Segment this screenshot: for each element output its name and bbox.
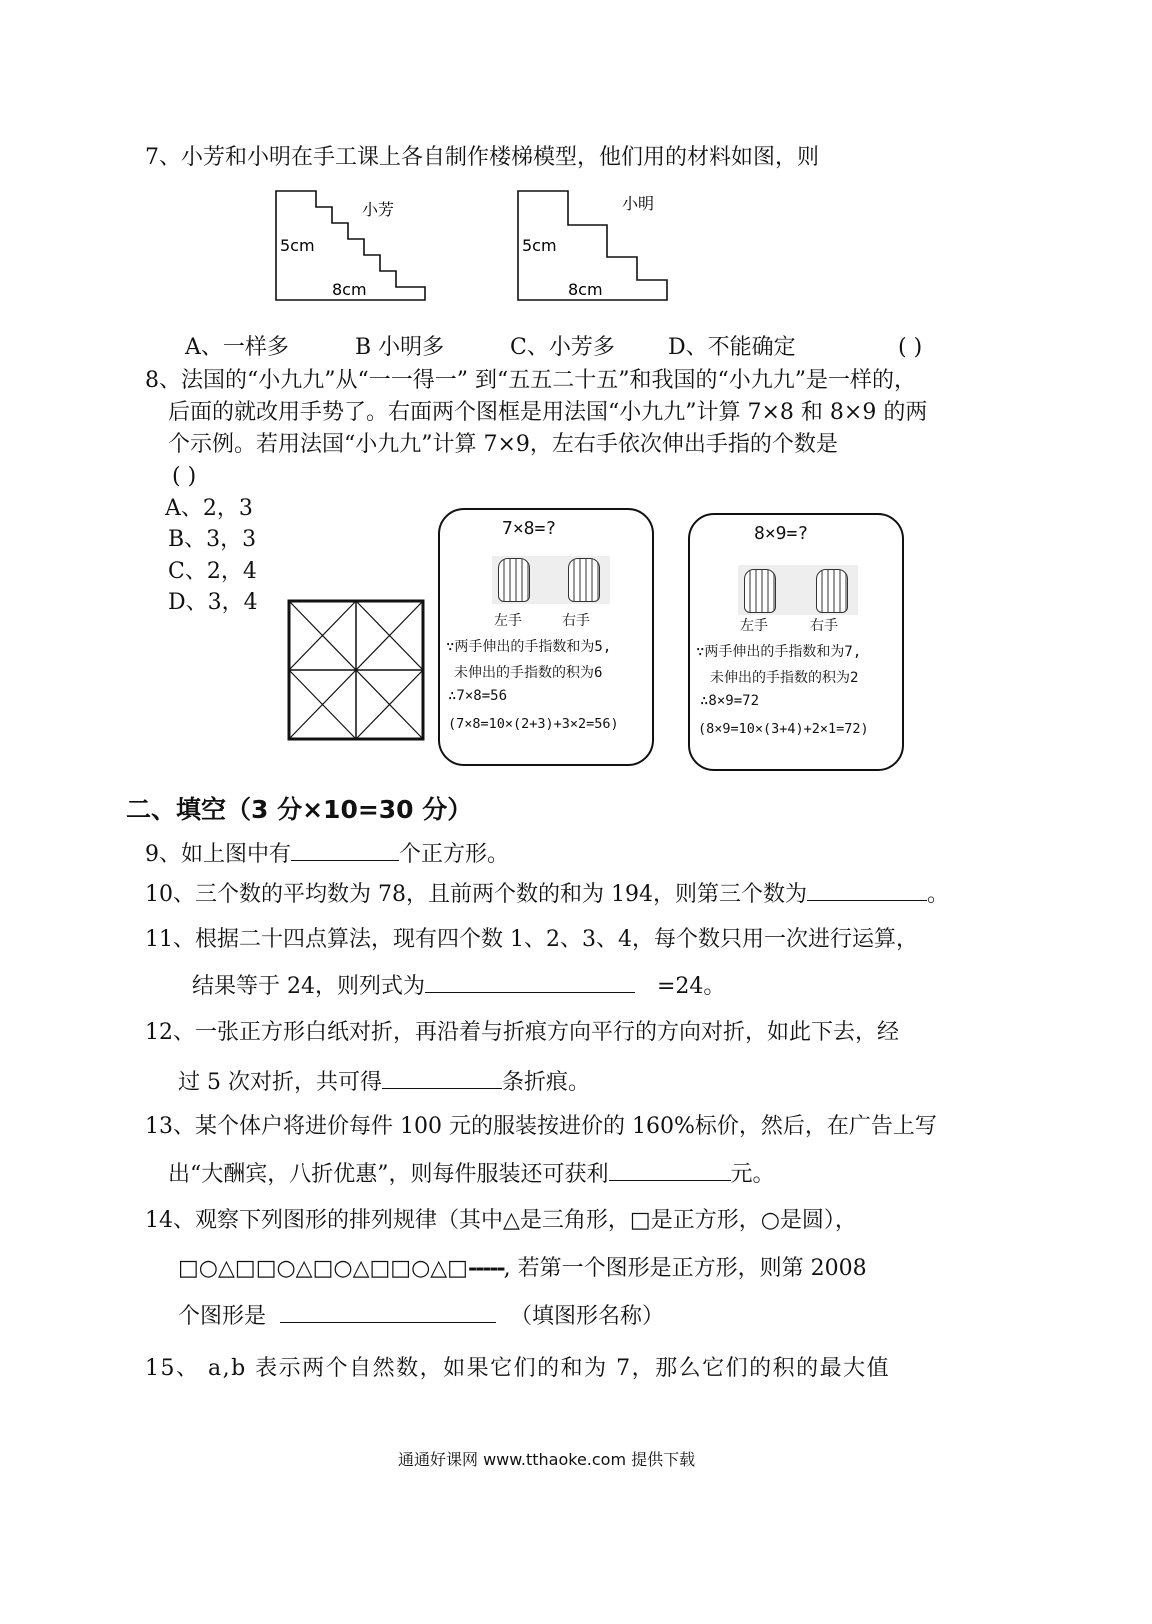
q10-blank[interactable] [807,878,927,901]
example-card-7x8 [438,508,654,766]
q9-text-end: 个正方形。 [399,842,510,867]
q14-line1: 14、观察下列图形的排列规律（其中△是三角形，□是正方形，○是圆）， [145,1208,857,1233]
example-card-8x9 [688,513,904,771]
stair-figure-xiaoming [512,185,682,310]
q13-text: 出“大酬宾，八折优惠”，则每件服装还可获利 [168,1162,609,1187]
right-hand-icon [568,558,600,602]
card2-title: 8×9=? [754,523,809,544]
q11-blank[interactable] [425,970,635,993]
card1-line2: 未伸出的手指数的积为6 [454,665,603,681]
left-hand-icon [498,558,530,602]
card1-title: 7×8=? [502,518,557,539]
left-hand-icon [744,569,776,613]
q10-text: 10、三个数的平均数为 78，且前两个数的和为 194，则第三个数为 [145,882,807,907]
q14-blank[interactable] [280,1300,496,1323]
q11-line1: 11、根据二十四点算法，现有四个数 1、2、3、4，每个数只用一次进行运算， [145,927,918,952]
q12 [178,1066,590,1098]
q13 [168,1158,775,1190]
xiaofang-width-label: 8cm [332,280,367,299]
card1-right-hand-label: 右手 [562,613,590,629]
q12-text: 过 5 次对折，共可得 [178,1070,382,1095]
q14-dashes: ----- [467,1255,504,1281]
q11-text-end: =24。 [657,974,726,999]
q8-option-a: A、2，3 [165,496,253,521]
q10-text-end: 。 [926,882,949,907]
q14-text: 个图形是 [178,1304,267,1329]
right-hand-icon [816,569,848,613]
card2-right-hand-label: 右手 [810,618,838,634]
xiaofang-label: 小芳 [362,200,395,219]
square-grid-figure [286,598,426,743]
q14 [178,1300,664,1332]
q7-option-c: C、小芳多 [510,335,615,360]
xiaoming-width-label: 8cm [568,280,603,299]
card1-line1: ∵两手伸出的手指数和为5, [446,639,612,655]
q7-option-a: A、一样多 [185,335,289,360]
q8-option-d: D、3，4 [168,590,258,615]
q7-option-d: D、不能确定 [668,335,796,360]
q15-line1: 15、 a,b 表示两个自然数，如果它们的和为 7，那么它们的积的最大值 [145,1356,891,1381]
q12-blank[interactable] [382,1066,502,1089]
q11 [192,970,725,1002]
q13-text-end: 元。 [730,1162,775,1187]
stair-figure-xiaofang [270,185,440,310]
q7-answer-paren: ( ) [898,335,923,360]
q9-text: 9、如上图中有 [145,842,291,867]
q12-line1: 12、一张正方形白纸对折，再沿着与折痕方向平行的方向对折，如此下去，经 [145,1020,899,1045]
card2-left-hand-label: 左手 [740,618,768,634]
q12-text-end: 条折痕。 [501,1070,590,1095]
q10 [145,878,949,910]
card1-line4: (7×8=10×(2+3)+3×2=56) [448,716,619,732]
q13-blank[interactable] [609,1158,731,1181]
q7-text: 7、小芳和小明在手工课上各自制作楼梯模型，他们用的材料如图，则 [145,145,819,170]
xiaoming-height-label: 5cm [522,236,557,255]
page-footer: 通通好课网 www.tthaoke.com 提供下载 [398,1450,696,1469]
q14-shape-sequence: □○△□□○△□○△□□○△□ [178,1256,468,1281]
q11-text: 结果等于 24，则列式为 [192,974,425,999]
q8-option-b: B、3，3 [168,527,257,552]
card1-line3: ∴7×8=56 [448,688,508,704]
q7-option-b: B 小明多 [355,335,445,360]
card2-line4: (8×9=10×(3+4)+2×1=72) [698,721,869,737]
section-heading: 二、填空（3 分×10=30 分） [126,795,473,824]
q13-line1: 13、某个体户将进价每件 100 元的服装按进价的 160%标价，然后，在广告上写 [145,1114,937,1139]
q9 [145,838,509,870]
card2-line1: ∵两手伸出的手指数和为7, [696,644,862,660]
q8-line3: 个示例。若用法国“小九九”计算 7×9，左右手依次伸出手指的个数是 [168,432,838,457]
card2-line2: 未伸出的手指数的积为2 [710,670,859,686]
xiaofang-height-label: 5cm [280,236,315,255]
card1-left-hand-label: 左手 [494,613,522,629]
xiaoming-label: 小明 [622,194,655,213]
q14-line2 [178,1253,867,1284]
q8-answer-paren: ( ) [172,464,197,489]
q8-option-c: C、2，4 [168,559,257,584]
q14-tail: , 若第一个图形是正方形，则第 2008 [503,1256,867,1281]
card2-line3: ∴8×9=72 [700,693,760,709]
q8-line2: 后面的就改用手势了。右面两个图框是用法国“小九九”计算 7×8 和 8×9 的两 [168,400,928,425]
q14-text-end: （填图形名称） [510,1304,665,1329]
q8-line1: 8、法国的“小九九”从“一一得一” 到“五五二十五”和我国的“小九九”是一样的， [145,368,916,393]
q9-blank[interactable] [291,838,399,861]
